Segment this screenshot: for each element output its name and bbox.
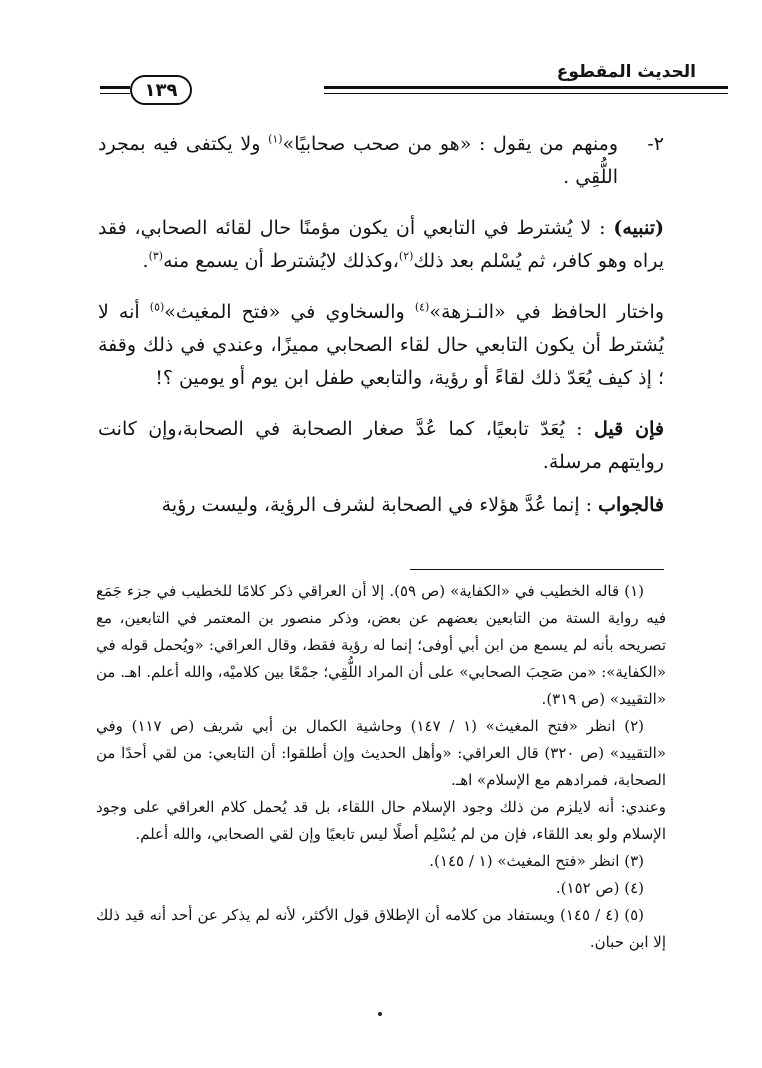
footnotes [96, 578, 666, 956]
footnote-3: (٣) انظر «فتح المغيث» (١ / ١٤٥). [429, 852, 644, 870]
objection-text: : يُعَدّ تابعيًا، كما عُدَّ صغار الصحابة في الصحابة،وإن كانت روايتهم مرسلة. [98, 418, 664, 473]
answer-lead: فالجواب [598, 494, 664, 516]
note-text-end: . [142, 250, 149, 272]
item-text-continued: ولا يكتفى فيه بمجرد اللُّقِي . [98, 133, 618, 188]
footnote-4: (٤) (ص ١٥٢). [555, 879, 644, 897]
numbered-item-2 [98, 128, 664, 194]
item-number: ٢- [647, 133, 664, 155]
footnote-separator [410, 569, 664, 570]
note-paragraph [98, 212, 664, 278]
header-rule-thin [324, 93, 728, 94]
running-title: الحديث المقطوع [556, 62, 696, 82]
footnote-2: (٢) انظر «فتح المغيث» (١ / ١٤٧) وحاشية الكمال بن أبي شريف (ص ١١٧) وفي «التقييد» (ص ٣٢٠) قال العراقي: «وأهل الحديث وإن أطلقوا: أن التابعي: من لقي أحدًا من الصحابة، فمرادهم مع الإسلام» اهـ. [96, 717, 667, 789]
header-rule-left-thin [100, 93, 130, 94]
footnote-ref-2[interactable]: (٢) [398, 249, 414, 263]
objection-paragraph [98, 413, 664, 479]
footnote-ref-4[interactable]: (٤) [414, 300, 430, 314]
answer-text: : إنما عُدَّ هؤلاء في الصحابة لشرف الرؤية، وليست رؤية [161, 494, 599, 516]
paragraph-text: واختار الحافظ في «النـزهة» [429, 301, 664, 323]
note-lead: (تنبيه) [613, 217, 664, 239]
header-rule [324, 86, 728, 89]
objection-lead: فإن قيل [593, 418, 664, 440]
footnote-ref-1[interactable]: (١) [268, 132, 283, 146]
paragraph-text-continued: والسخاوي في «فتح المغيث» [164, 301, 415, 323]
note-text-continued: ،وكذلك لايُشترط أن يسمع منه [163, 250, 399, 272]
footnote-5: (٥) (٤ / ١٤٥) ويستفاد من كلامه أن الإطلاق قول الأكثر، لأنه لم يذكر عن أحد أنه قيد ذلك إلا ابن حبان. [96, 906, 666, 951]
footnote-ref-3[interactable]: (٣) [148, 249, 164, 263]
note-text: : لا يُشترط في التابعي أن يكون مؤمنًا حال لقائه الصحابي، فقد يراه وهو كافر، ثم يُسْلم بعد ذلك [98, 217, 664, 272]
answer-paragraph [98, 489, 664, 522]
footnote-1: (١) قاله الخطيب في «الكفاية» (ص ٥٩). إلا أن العراقي ذكر كلامًا للخطيب في جزء جَمَع فيه رواية الستة من التابعين بعضهم عن بعض، وذكر منصور بن المعتمر في التابعين، مع تصريحه بأنه لم يسمع من ابن أبي أوفى؛ إنما له رؤية فقط، وقال العراقي: «ويُحمل قوله في «الكفاية»: «من صَحِبَ الصحابي» على أن المراد اللُّقِي؛ جمْعًا بين كلاميْه، والله أعلم. اهـ. من «التقييد» (ص ٣١٩). [96, 582, 666, 708]
footnote-ref-5[interactable]: (٥) [149, 300, 165, 314]
paragraph-choice [98, 296, 664, 395]
header-rule-left [100, 86, 130, 89]
paragraph-text-end: أنه لا يُشترط أن يكون التابعي حال لقاء الصحابي مميزًا، وعندي في ذلك وقفة ؛ إذ كيف يُعَدّ ذلك لقاءً أو رؤية، والتابعي طفل ابن يوم أو يومين ؟! [98, 301, 664, 389]
page-end-mark [378, 1012, 382, 1016]
footnote-2-continued: وعندي: أنه لايلزم من ذلك وجود الإسلام حال اللقاء، بل قد يُحمل كلام العراقي على وجود الإسلام ولو بعد اللقاء، فإن من لم يُسْلِم أصلًا ليس تابعيًا وإن لقي الصحابي، والله أعلم. [96, 798, 666, 843]
page-number: ١٣٩ [130, 75, 192, 105]
item-text: ومنهم من يقول : «هو من صحب صحابيًا» [282, 133, 618, 155]
main-text [98, 128, 664, 522]
